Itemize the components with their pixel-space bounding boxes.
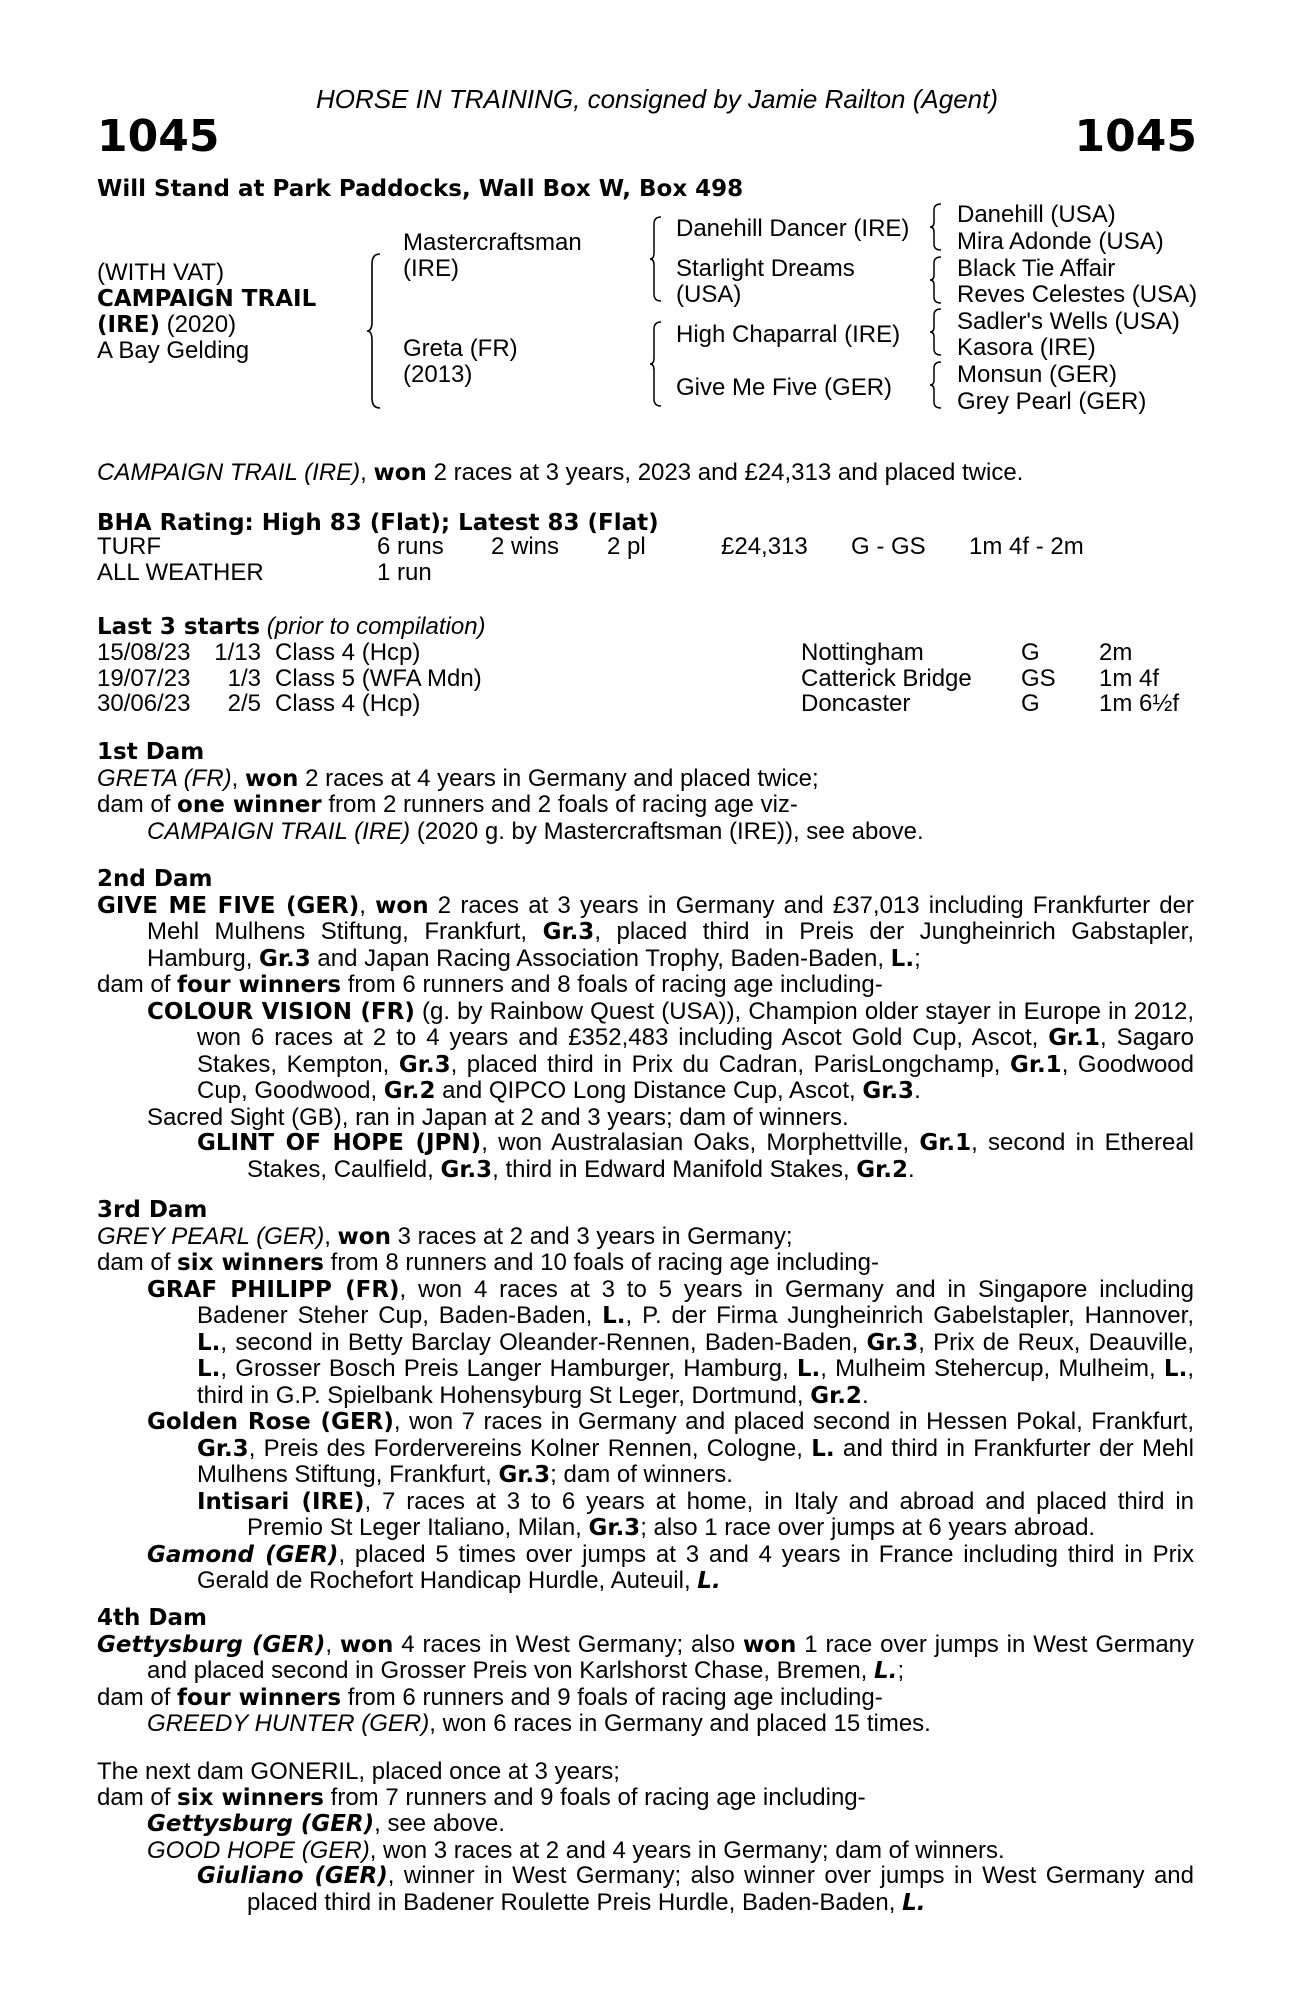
dam-produce-summary xyxy=(97,1785,1194,1812)
emphasis-text: GRAF PHILIPP (FR) xyxy=(147,1276,400,1303)
grand-progeny-entry xyxy=(97,1863,1194,1916)
emphasis-text: L. xyxy=(811,1435,835,1462)
emphasis-text: L. xyxy=(796,1356,821,1382)
sire-sire: Danehill Dancer (IRE) xyxy=(676,215,910,242)
fourth-dam-section xyxy=(97,1606,1194,1737)
prize-cell xyxy=(721,560,851,586)
body-text: dam of xyxy=(97,1783,178,1811)
ped-ddd: Grey Pearl (GER) xyxy=(957,388,1147,415)
emphasis-text: Gettysburg (GER) xyxy=(97,1631,326,1658)
ped-ssd: Mira Adonde (USA) xyxy=(957,228,1164,255)
section-heading: 3rd Dam xyxy=(97,1197,208,1223)
last-starts-heading: Last 3 starts (prior to compilation) xyxy=(97,613,486,640)
rating-row xyxy=(97,560,1084,586)
stand-location: Will Stand at Park Paddocks, Wall Box W, Box 498 xyxy=(97,176,744,202)
body-text: , second in Betty Barclay Oleander-Rennen, Baden-Baden, xyxy=(220,1328,867,1356)
emphasis-text: Giuliano (GER) xyxy=(197,1863,388,1889)
sire-name: Mastercraftsman xyxy=(403,229,582,256)
emphasis-text: L. xyxy=(890,945,915,972)
body-text: ; xyxy=(914,944,921,972)
prize-cell: £24,313 xyxy=(721,533,808,560)
pedigree-brace-ss xyxy=(929,202,943,252)
dam-record xyxy=(97,1759,1194,1785)
start-date: 15/08/23 xyxy=(97,639,191,666)
body-text: , see above. xyxy=(374,1810,505,1837)
emphasis-text: Gr.1 xyxy=(1010,1051,1062,1078)
body-text: , placed third in Preis der Jungheinrich Gabstapler, Hamburg, xyxy=(147,918,1195,972)
start-going: G xyxy=(1021,690,1040,717)
start-date: 30/06/23 xyxy=(97,690,191,717)
body-text: , winner in West Germany; also winner over jumps in West Germany and placed third in Badener Roulette Preis Hurdle, Baden-Baden, xyxy=(247,1862,1194,1916)
body-text: Sacred Sight (GB), ran in Japan at 2 and 3 years; dam of winners. xyxy=(147,1103,849,1131)
start-row xyxy=(97,691,1179,717)
dam-produce-summary xyxy=(97,1685,1194,1712)
body-text: 1 race over jumps in West Germany and placed second in Grosser Preis von Karlshorst Chase, Bremen, xyxy=(147,1630,1195,1684)
distance-cell xyxy=(969,560,1084,586)
emphasis-text: Gr.3 xyxy=(588,1515,641,1541)
body-text: , xyxy=(324,1222,338,1250)
body-text: and third in Frankfurter der Mehl Mulhens Stiftung, Frankfurt, xyxy=(197,1434,1194,1488)
body-text: , won 6 races in Germany and placed 15 times. xyxy=(429,1710,931,1737)
body-text: , placed 5 times over jumps at 3 and 4 years in France including third in Prix Gerald de Rochefort Handicap Hurdle, Auteuil, xyxy=(197,1540,1194,1594)
wins-cell xyxy=(491,560,607,586)
lot-number-right: 1045 xyxy=(1074,111,1197,162)
emphasis-text: six winners xyxy=(177,1250,324,1276)
rating-row xyxy=(97,534,1084,560)
emphasis-text: Golden Rose (GER) xyxy=(147,1409,394,1435)
body-text: from 6 runners and 9 foals of racing age including- xyxy=(341,1683,883,1711)
emphasis-text: Gamond (GER) xyxy=(147,1541,339,1568)
page-title: HORSE IN TRAINING, consigned by Jamie Railton (Agent) xyxy=(315,84,999,114)
grand-progeny-entry xyxy=(97,1130,1194,1183)
start-date: 19/07/23 xyxy=(97,664,191,692)
emphasis-text: L. xyxy=(874,1658,898,1684)
first-dam-section xyxy=(97,740,1194,844)
horse-description: A Bay Gelding xyxy=(97,337,250,364)
start-row xyxy=(97,640,1179,666)
ped-sdd: Reves Celestes (USA) xyxy=(957,281,1198,308)
ped-dsd: Kasora (IRE) xyxy=(957,334,1096,361)
start-going: GS xyxy=(1021,664,1056,692)
emphasis-text: GREEDY HUNTER (GER) xyxy=(147,1710,430,1737)
body-text: , Grosser Bosch Preis Langer Hamburger, Hamburg, xyxy=(220,1355,797,1382)
emphasis-text: Gr.3 xyxy=(498,1462,551,1488)
body-text: , won 3 races at 2 and 4 years in Germany; dam of winners. xyxy=(369,1836,1005,1864)
body-text: , Mulheim Stehercup, Mulheim, xyxy=(820,1355,1164,1382)
pedigree-brace-ds xyxy=(929,307,943,357)
emphasis-text: Gr.2 xyxy=(810,1382,862,1409)
body-text: dam of xyxy=(97,1249,178,1276)
surface-cell: TURF xyxy=(97,533,161,560)
emphasis-text: GIVE ME FIVE (GER) xyxy=(97,892,360,919)
ped-sds: Black Tie Affair xyxy=(957,255,1116,282)
going-cell: G - GS xyxy=(851,533,926,560)
emphasis-text: Gr.2 xyxy=(383,1078,436,1104)
start-class: Class 5 (WFA Mdn) xyxy=(275,664,482,692)
dam-name: Greta (FR) xyxy=(403,335,518,362)
grand-progeny-entry xyxy=(97,1489,1194,1542)
body-text: ; dam of winners. xyxy=(550,1461,733,1488)
body-text: . xyxy=(907,1155,915,1183)
emphasis-text: Gr.3 xyxy=(440,1156,493,1183)
progeny-entry xyxy=(147,1838,1194,1864)
start-class: Class 4 (Hcp) xyxy=(275,690,421,717)
emphasis-text: Intisari (IRE) xyxy=(197,1488,365,1515)
body-text: , 7 races at 3 to 6 years at home, in Italy and abroad and placed third in Premio St Leger Italiano, Milan, xyxy=(247,1487,1194,1541)
body-text: , xyxy=(325,1630,340,1658)
placed-cell xyxy=(607,560,721,586)
emphasis-text: L. xyxy=(902,1889,926,1916)
progeny-entry xyxy=(147,1811,1194,1838)
dam-produce-summary xyxy=(97,972,1194,999)
body-text: , third in Edward Manifold Stakes, xyxy=(492,1155,857,1183)
dam-sire: High Chaparral (IRE) xyxy=(676,321,901,348)
second-dam-section xyxy=(97,867,1194,1183)
pedigree-brace-sire xyxy=(649,215,663,303)
surface-cell: ALL WEATHER xyxy=(97,558,264,586)
body-text: , won Australasian Oaks, Morphettville, xyxy=(481,1129,920,1156)
emphasis-text: Gr.2 xyxy=(856,1156,908,1183)
last-starts-table xyxy=(97,640,1179,717)
ped-dds: Monsun (GER) xyxy=(957,361,1118,388)
emphasis-text: L. xyxy=(602,1303,626,1329)
body-text: from 7 runners and 9 foals of racing age including- xyxy=(323,1783,866,1811)
body-text: , second in Ethereal Stakes, Caulfield, xyxy=(247,1129,1195,1183)
lot-number-left: 1045 xyxy=(97,111,220,162)
start-course: Nottingham xyxy=(801,639,924,666)
body-text: 4 races in West Germany; also xyxy=(393,1630,743,1658)
emphasis-text: Gr.3 xyxy=(866,1329,919,1356)
start-distance: 1m 6½f xyxy=(1099,690,1180,717)
vat-note: (WITH VAT) xyxy=(97,259,225,286)
dam-record: GRETA (FR), won 2 races at 4 years in Germany and placed twice; xyxy=(97,764,819,792)
body-text: , Prix de Reux, Deauville, xyxy=(918,1328,1194,1356)
sire-dam: Starlight Dreams xyxy=(676,255,855,282)
start-row xyxy=(97,666,1179,692)
dam-record xyxy=(97,1632,1194,1685)
body-text: (g. by Rainbow Quest (USA)), Champion older stayer in Europe in 2012, won 6 races at 2 to 4 years and £352,483 including Ascot Gold Cup, Ascot, xyxy=(197,997,1194,1051)
emphasis-text: Gr.1 xyxy=(919,1130,972,1156)
emphasis-text: GOOD HOPE (GER) xyxy=(147,1836,370,1864)
body-text: from 6 runners and 8 foals of racing age including- xyxy=(341,971,883,998)
pedigree-brace-dam xyxy=(649,320,663,408)
emphasis-text: Gettysburg (GER) xyxy=(147,1811,375,1837)
going-cell xyxy=(851,560,969,586)
emphasis-text: Gr.3 xyxy=(259,945,311,972)
emphasis-text: won xyxy=(337,1223,391,1250)
emphasis-text: Gr.1 xyxy=(1048,1025,1100,1051)
race-summary: CAMPAIGN TRAIL (IRE), won 2 races at 3 years, 2023 and £24,313 and placed twice. xyxy=(97,459,1024,486)
body-text: from 8 runners and 10 foals of racing age including- xyxy=(323,1249,879,1276)
placed-cell: 2 pl xyxy=(607,533,646,560)
emphasis-text: Gr.3 xyxy=(197,1435,249,1462)
body-text: . xyxy=(861,1381,869,1409)
body-text: , won 4 races at 3 to 5 years in Germany and in Singapore including Badener Steher Cup, Baden-Baden, xyxy=(197,1275,1194,1329)
dam-produce-summary xyxy=(97,1250,1194,1277)
wins-cell: 2 wins xyxy=(491,533,560,560)
body-text: . xyxy=(914,1077,921,1104)
body-text: ; also 1 race over jumps at 6 years abroad. xyxy=(640,1514,1096,1541)
horse-name: CAMPAIGN TRAIL xyxy=(97,286,317,312)
progeny-entry xyxy=(97,999,1194,1105)
dam-record xyxy=(97,893,1194,973)
emphasis-text: Gr.3 xyxy=(542,919,595,945)
start-position: 1/13 xyxy=(214,639,261,666)
distance-cell: 1m 4f - 2m xyxy=(969,533,1084,560)
emphasis-text: four winners xyxy=(177,972,342,998)
body-text: and QIPCO Long Distance Cup, Ascot, xyxy=(435,1077,863,1104)
body-text: , Preis des Fordervereins Kolner Rennen, Cologne, xyxy=(248,1434,812,1462)
start-position: 1/3 xyxy=(227,664,261,692)
body-text: dam of xyxy=(97,971,178,998)
start-course: Catterick Bridge xyxy=(801,664,972,692)
emphasis-text: six winners xyxy=(177,1784,324,1811)
body-text: dam of xyxy=(97,1683,178,1711)
emphasis-text: four winners xyxy=(177,1684,342,1711)
emphasis-text: GREY PEARL (GER) xyxy=(97,1222,325,1250)
body-text: , P. der Firma Jungheinrich Gabelstapler, Hannover, xyxy=(625,1302,1194,1329)
section-heading: 1st Dam xyxy=(97,739,205,765)
progeny-entry xyxy=(97,1277,1194,1410)
body-text: and Japan Racing Association Trophy, Baden-Baden, xyxy=(310,944,891,972)
emphasis-text: GLINT OF HOPE (JPN) xyxy=(197,1130,482,1156)
emphasis-text: L. xyxy=(197,1329,221,1356)
progeny-entry xyxy=(147,1105,1194,1131)
start-course: Doncaster xyxy=(801,690,911,717)
body-text: , placed third in Prix du Cadran, ParisLongchamp, xyxy=(450,1050,1010,1078)
runs-cell: 6 runs xyxy=(377,533,444,560)
emphasis-text: won xyxy=(375,892,429,919)
start-distance: 1m 4f xyxy=(1099,664,1160,692)
start-position: 2/5 xyxy=(227,690,261,717)
body-text: The next dam GONERIL, placed once at 3 years; xyxy=(97,1758,620,1785)
start-distance: 2m xyxy=(1099,639,1133,666)
emphasis-text: COLOUR VISION (FR) xyxy=(147,998,415,1025)
section-heading: 2nd Dam xyxy=(97,866,213,892)
pedigree-brace-sd xyxy=(929,255,943,305)
body-text: , Sagaro Stakes, Kempton, xyxy=(197,1024,1194,1078)
sire-dam-origin: (USA) xyxy=(676,281,742,308)
dam-year: (2013) xyxy=(403,361,473,388)
pedigree-brace-main xyxy=(366,252,382,410)
emphasis-text: won xyxy=(742,1631,797,1658)
emphasis-text: L. xyxy=(697,1568,721,1594)
body-text: , xyxy=(359,891,376,919)
dam-produce-summary: dam of one winner from 2 runners and 2 foals of racing age viz- xyxy=(97,791,798,818)
start-going: G xyxy=(1021,639,1040,666)
emphasis-text: L. xyxy=(1163,1356,1188,1382)
body-text: 3 races at 2 and 3 years in Germany; xyxy=(390,1222,793,1250)
horse-origin: (IRE) (2020) xyxy=(97,311,237,338)
body-text: 2 races at 3 years in Germany and £37,013 including Frankfurter der Mehl Mulhens Stiftung, Frankfurt, xyxy=(147,891,1194,945)
section-heading: 4th Dam xyxy=(97,1605,207,1631)
emphasis-text: Gr.3 xyxy=(398,1051,451,1078)
body-text: , third in G.P. Spielbank Hohensyburg St Leger, Dortmund, xyxy=(197,1355,1194,1409)
ped-sss: Danehill (USA) xyxy=(957,201,1116,228)
start-class: Class 4 (Hcp) xyxy=(275,639,421,666)
third-dam-section xyxy=(97,1198,1194,1595)
dam-record xyxy=(97,1224,1194,1251)
progeny-entry: CAMPAIGN TRAIL (IRE) (2020 g. by Mastercraftsman (IRE)), see above. xyxy=(147,817,924,845)
sire-origin: (IRE) xyxy=(403,255,459,282)
body-text: ; xyxy=(897,1657,905,1684)
emphasis-text: Gr.3 xyxy=(862,1078,915,1104)
emphasis-text: L. xyxy=(197,1356,221,1382)
progeny-entry xyxy=(97,1409,1194,1489)
pedigree-brace-dd xyxy=(929,360,943,410)
body-text: , won 7 races in Germany and placed second in Hessen Pokal, Frankfurt, xyxy=(393,1408,1194,1435)
rating-heading: BHA Rating: High 83 (Flat); Latest 83 (Flat) xyxy=(97,510,659,536)
next-dam-section xyxy=(97,1759,1194,1916)
runs-cell: 1 run xyxy=(377,558,432,586)
progeny-entry xyxy=(97,1542,1194,1595)
ped-dss: Sadler's Wells (USA) xyxy=(957,308,1180,335)
body-text: , Goodwood Cup, Goodwood, xyxy=(197,1050,1194,1104)
emphasis-text: won xyxy=(339,1631,394,1658)
progeny-entry xyxy=(147,1711,1194,1737)
rating-table xyxy=(97,534,1084,585)
dam-dam: Give Me Five (GER) xyxy=(676,374,893,401)
